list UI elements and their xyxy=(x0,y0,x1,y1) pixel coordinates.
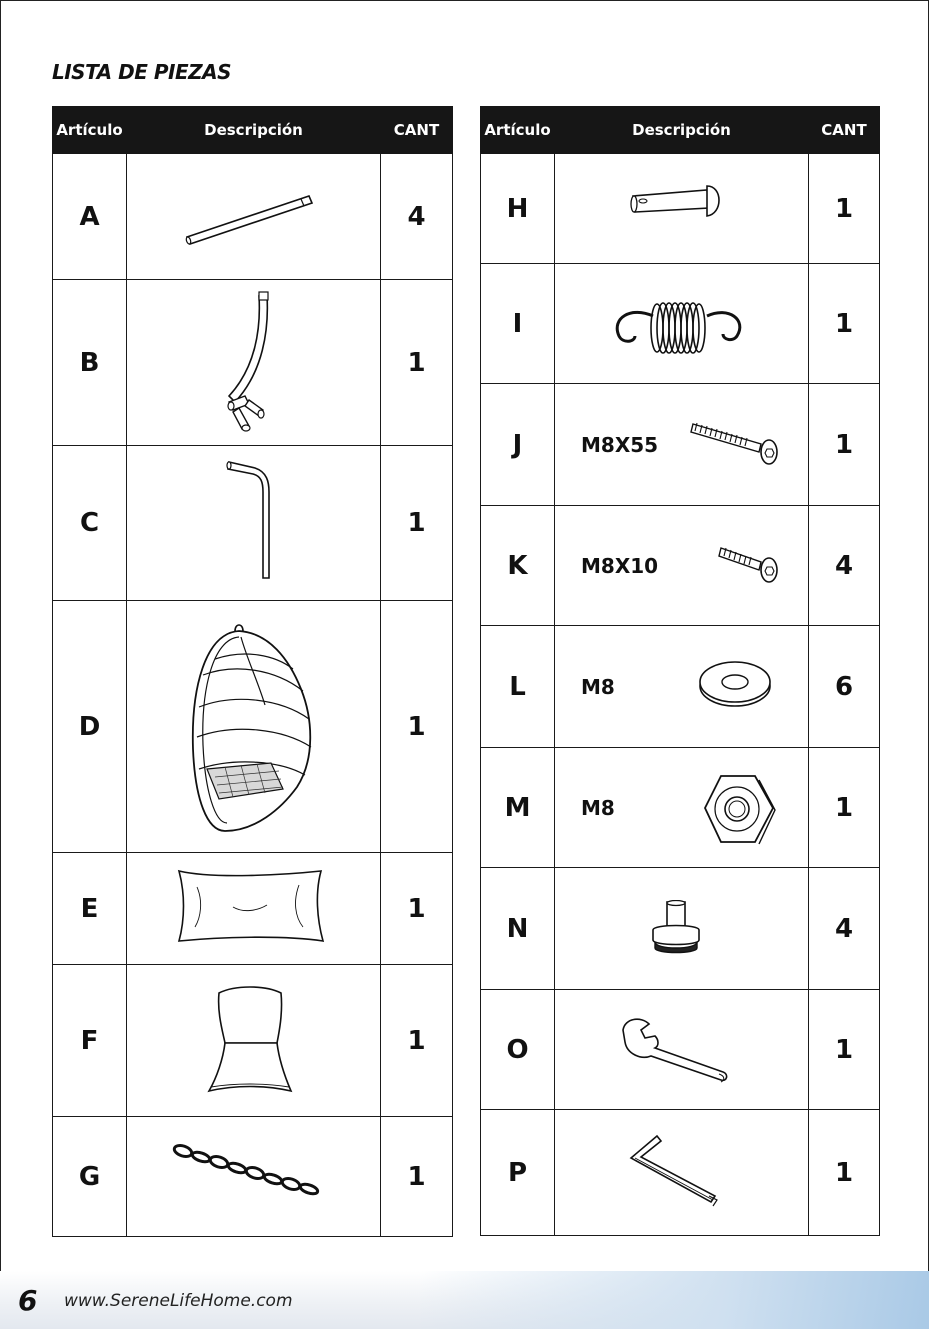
part-description xyxy=(127,1117,381,1237)
part-qty: 4 xyxy=(381,154,453,280)
footer-wave-decoration xyxy=(420,1271,929,1329)
part-letter: P xyxy=(481,1110,555,1236)
rod-icon xyxy=(183,190,317,246)
header-qty: CANT xyxy=(381,107,453,154)
table-row xyxy=(481,868,880,990)
part-letter: K xyxy=(481,506,555,626)
part-letter: D xyxy=(53,601,127,853)
table-row xyxy=(481,990,880,1110)
part-qty: 1 xyxy=(381,280,453,446)
part-qty: 1 xyxy=(381,1117,453,1237)
part-description xyxy=(127,154,381,280)
header-item: Artículo xyxy=(481,107,555,154)
chain-icon xyxy=(171,1141,329,1201)
part-letter: M xyxy=(481,748,555,868)
table-row xyxy=(53,601,453,853)
part-qty: 1 xyxy=(809,748,880,868)
table-row xyxy=(481,626,880,748)
parts-table-right xyxy=(480,106,880,1236)
page-title: LISTA DE PIEZAS xyxy=(52,60,231,84)
part-description xyxy=(555,626,809,748)
allen-key-icon xyxy=(627,1130,721,1210)
part-letter: A xyxy=(53,154,127,280)
part-qty: 1 xyxy=(809,264,880,384)
part-qty: 1 xyxy=(809,1110,880,1236)
part-letter: H xyxy=(481,154,555,264)
table-row xyxy=(53,853,453,965)
header-description: Descripción xyxy=(555,107,809,154)
parts-table-left xyxy=(52,106,453,1237)
part-description xyxy=(555,1110,809,1236)
spring-icon xyxy=(611,296,745,360)
part-letter: G xyxy=(53,1117,127,1237)
washer-icon xyxy=(697,658,773,710)
part-qty: 1 xyxy=(381,601,453,853)
part-spec: M8 xyxy=(581,674,615,699)
part-letter: I xyxy=(481,264,555,384)
table-header-row xyxy=(481,107,880,154)
nut-icon xyxy=(701,770,779,850)
table-row xyxy=(481,1110,880,1236)
part-qty: 1 xyxy=(809,154,880,264)
table-row xyxy=(53,965,453,1117)
part-description xyxy=(127,853,381,965)
part-spec: M8X55 xyxy=(581,432,659,457)
page-number: 6 xyxy=(18,1284,38,1317)
part-description xyxy=(555,990,809,1110)
seat-cushion-icon xyxy=(205,983,297,1095)
part-letter: L xyxy=(481,626,555,748)
header-description: Descripción xyxy=(127,107,381,154)
table-row xyxy=(53,154,453,280)
part-letter: N xyxy=(481,868,555,990)
part-letter: O xyxy=(481,990,555,1110)
header-qty: CANT xyxy=(809,107,880,154)
part-description xyxy=(555,154,809,264)
curved-stand-pole-icon xyxy=(209,290,269,436)
wicker-egg-chair-icon xyxy=(185,619,319,837)
part-description xyxy=(127,446,381,601)
part-qty: 1 xyxy=(381,446,453,601)
table-row xyxy=(481,384,880,506)
part-qty: 4 xyxy=(809,868,880,990)
part-description xyxy=(555,506,809,626)
pillow-icon xyxy=(173,867,327,947)
part-letter: F xyxy=(53,965,127,1117)
foot-cap-icon xyxy=(649,900,703,956)
part-letter: J xyxy=(481,384,555,506)
part-qty: 1 xyxy=(381,965,453,1117)
part-description xyxy=(127,280,381,446)
website-url: www.SereneLifeHome.com xyxy=(64,1291,293,1311)
part-description xyxy=(127,601,381,853)
table-row xyxy=(53,446,453,601)
part-qty: 1 xyxy=(809,384,880,506)
part-spec: M8 xyxy=(581,795,615,820)
hook-pole-icon xyxy=(225,456,275,582)
part-description xyxy=(555,868,809,990)
part-description xyxy=(127,965,381,1117)
wrench-icon xyxy=(619,1016,731,1086)
table-row xyxy=(53,280,453,446)
part-letter: C xyxy=(53,446,127,601)
part-letter: E xyxy=(53,853,127,965)
part-letter: B xyxy=(53,280,127,446)
part-qty: 6 xyxy=(809,626,880,748)
long-bolt-icon xyxy=(689,418,781,470)
part-description xyxy=(555,384,809,506)
table-header-row xyxy=(53,107,453,154)
part-qty: 1 xyxy=(381,853,453,965)
part-description xyxy=(555,748,809,868)
table-row xyxy=(481,264,880,384)
part-qty: 4 xyxy=(809,506,880,626)
table-row xyxy=(53,1117,453,1237)
table-row xyxy=(481,748,880,868)
header-item: Artículo xyxy=(53,107,127,154)
clevis-pin-icon xyxy=(627,184,727,224)
part-description xyxy=(555,264,809,384)
table-row xyxy=(481,154,880,264)
table-row xyxy=(481,506,880,626)
part-qty: 1 xyxy=(809,990,880,1110)
short-bolt-icon xyxy=(717,542,783,586)
part-spec: M8X10 xyxy=(581,553,659,578)
